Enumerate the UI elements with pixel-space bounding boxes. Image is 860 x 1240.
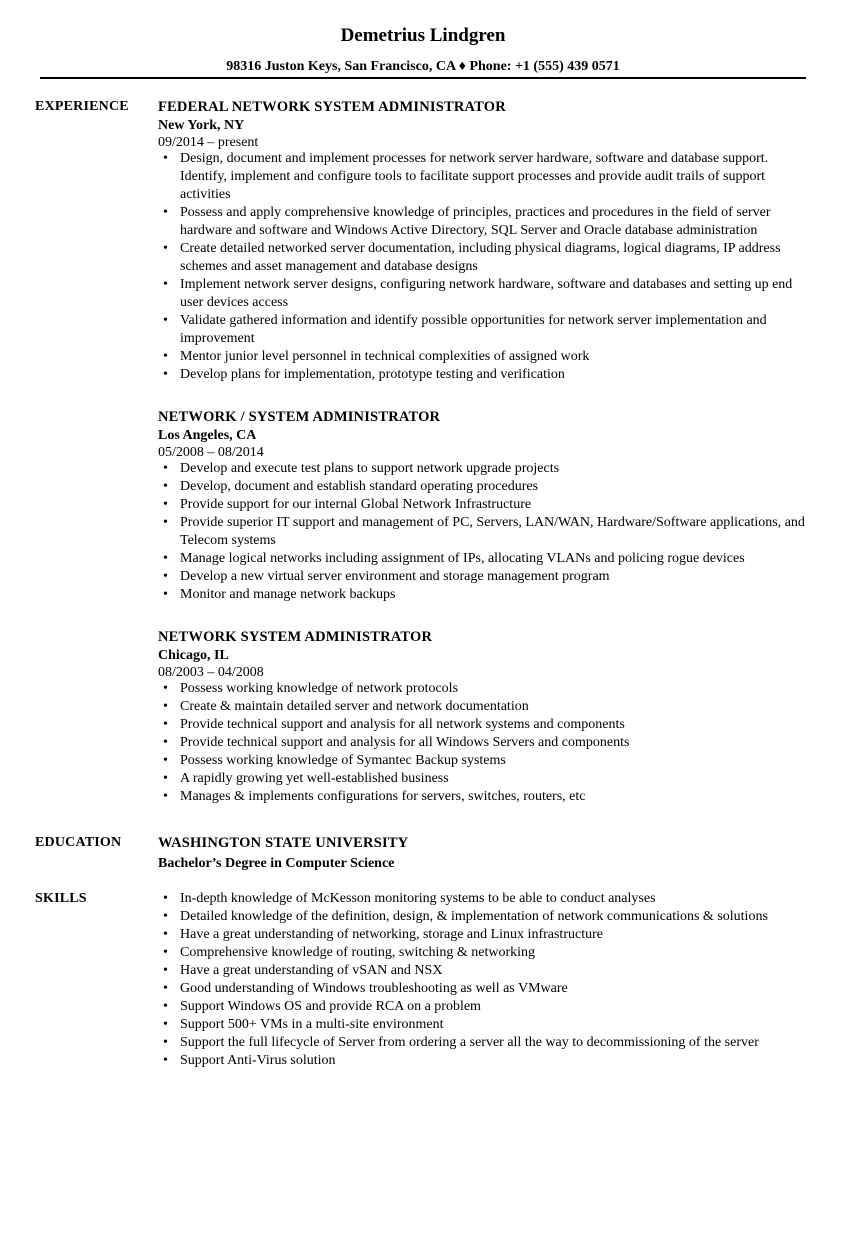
list-item: • Manage logical networks including assignment of IPs, allocating VLANs and policing rogue devices bbox=[180, 550, 810, 568]
skills-entry bbox=[158, 890, 810, 1070]
list-item: • In-depth knowledge of McKesson monitoring systems to be able to conduct analyses bbox=[180, 890, 810, 908]
list-item: • Comprehensive knowledge of routing, switching & networking bbox=[180, 944, 810, 962]
list-item: • Support Anti-Virus solution bbox=[180, 1052, 810, 1070]
list-item: • Implement network server designs, configuring network hardware, software and databases and setting up end user devices access bbox=[180, 276, 810, 312]
list-item: • Design, document and implement processes for network server hardware, software and database support. Identify, implement and configure tools to facilitate support processes and provide audit trails of support activities bbox=[180, 150, 810, 204]
list-item: • A rapidly growing yet well-established business bbox=[180, 770, 810, 788]
job-location: Chicago, IL bbox=[158, 648, 229, 663]
section-label-skills: SKILLS bbox=[35, 891, 87, 906]
skills-list bbox=[158, 890, 810, 1070]
list-item: • Create detailed networked server documentation, including physical diagrams, logical diagrams, IP address schemes and asset management and database designs bbox=[180, 240, 810, 276]
education-entry bbox=[158, 834, 810, 875]
list-item: • Create & maintain detailed server and network documentation bbox=[180, 698, 810, 716]
job-dates: 08/2003 – 04/2008 bbox=[158, 665, 264, 680]
job-dates: 05/2008 – 08/2014 bbox=[158, 445, 264, 460]
job-title: FEDERAL NETWORK SYSTEM ADMINISTRATOR bbox=[158, 99, 506, 115]
section-label-education: EDUCATION bbox=[35, 835, 122, 850]
list-item: • Provide superior IT support and management of PC, Servers, LAN/WAN, Hardware/Software applications, and Telecom systems bbox=[180, 514, 810, 550]
list-item: • Possess and apply comprehensive knowledge of principles, practices and procedures in the field of server hardware and software and Windows Active Directory, SQL Server and Oracle database administration bbox=[180, 204, 810, 240]
list-item: • Support 500+ VMs in a multi-site environment bbox=[180, 1016, 810, 1034]
list-item: • Manages & implements configurations for servers, switches, routers, etc bbox=[180, 788, 810, 806]
job-entry bbox=[158, 98, 810, 384]
job-entry bbox=[158, 628, 810, 806]
list-item: • Good understanding of Windows troubleshooting as well as VMware bbox=[180, 980, 810, 998]
job-location: New York, NY bbox=[158, 118, 245, 133]
job-title: NETWORK SYSTEM ADMINISTRATOR bbox=[158, 629, 433, 645]
list-item: • Provide technical support and analysis for all network systems and components bbox=[180, 716, 810, 734]
list-item: • Monitor and manage network backups bbox=[180, 586, 810, 604]
contact-line: 98316 Juston Keys, San Francisco, CA ♦ Phone: +1 (555) 439 0571 bbox=[226, 59, 620, 74]
list-item: • Have a great understanding of networking, storage and Linux infrastructure bbox=[180, 926, 810, 944]
list-item: • Provide support for our internal Global Network Infrastructure bbox=[180, 496, 810, 514]
job-title: NETWORK / SYSTEM ADMINISTRATOR bbox=[158, 409, 441, 425]
list-item: • Validate gathered information and identify possible opportunities for network server implementation and improvement bbox=[180, 312, 810, 348]
job-location: Los Angeles, CA bbox=[158, 428, 257, 443]
list-item: • Have a great understanding of vSAN and NSX bbox=[180, 962, 810, 980]
candidate-name: Demetrius Lindgren bbox=[340, 25, 506, 46]
list-item: • Develop a new virtual server environment and storage management program bbox=[180, 568, 810, 586]
list-item: • Develop, document and establish standard operating procedures bbox=[180, 478, 810, 496]
job-bullets bbox=[158, 150, 810, 384]
list-item: • Possess working knowledge of Symantec Backup systems bbox=[180, 752, 810, 770]
list-item: • Develop and execute test plans to support network upgrade projects bbox=[180, 460, 810, 478]
list-item: • Detailed knowledge of the definition, design, & implementation of network communications & solutions bbox=[180, 908, 810, 926]
school-name: WASHINGTON STATE UNIVERSITY bbox=[158, 835, 409, 851]
list-item: • Possess working knowledge of network protocols bbox=[180, 680, 810, 698]
job-dates: 09/2014 – present bbox=[158, 135, 259, 150]
job-entry bbox=[158, 408, 810, 604]
list-item: • Support the full lifecycle of Server from ordering a server all the way to decommissioning of the server bbox=[180, 1034, 810, 1052]
degree: Bachelor’s Degree in Computer Science bbox=[158, 856, 395, 871]
section-label-experience: EXPERIENCE bbox=[35, 99, 129, 114]
list-item: • Provide technical support and analysis for all Windows Servers and components bbox=[180, 734, 810, 752]
job-bullets bbox=[158, 680, 810, 806]
list-item: • Support Windows OS and provide RCA on a problem bbox=[180, 998, 810, 1016]
list-item: • Mentor junior level personnel in technical complexities of assigned work bbox=[180, 348, 810, 366]
list-item: • Develop plans for implementation, prototype testing and verification bbox=[180, 366, 810, 384]
job-bullets bbox=[158, 460, 810, 604]
header-divider bbox=[40, 77, 806, 79]
